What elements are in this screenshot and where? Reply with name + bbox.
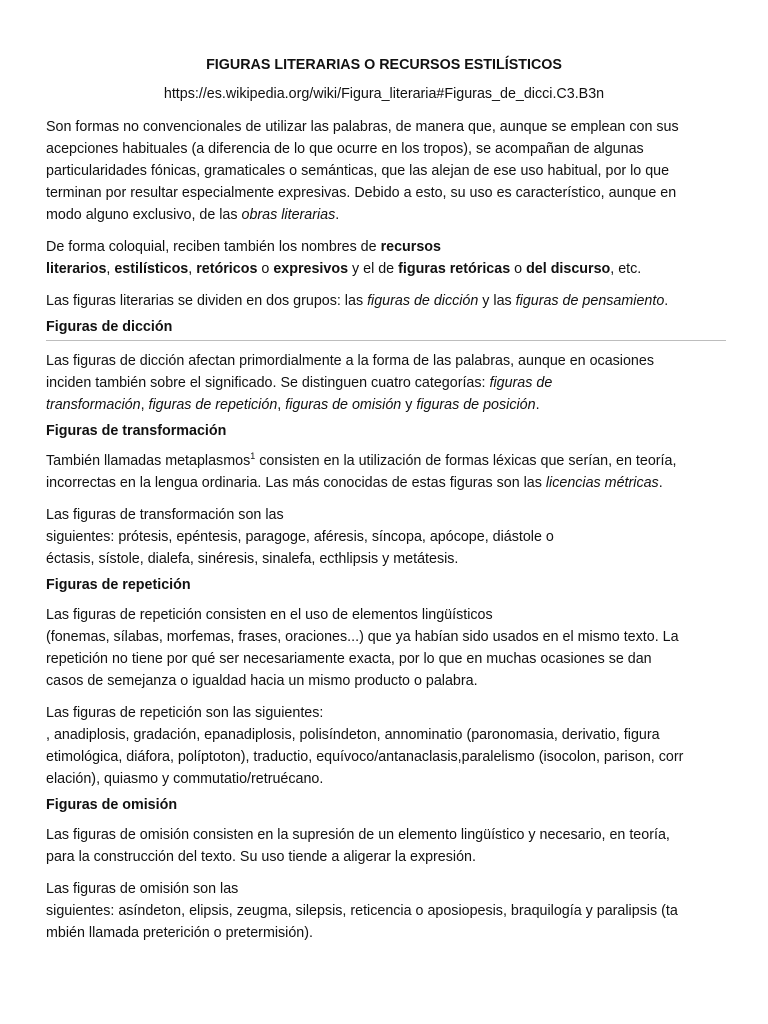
omision-paragraph-2 <box>46 878 726 944</box>
repeticion-paragraph-1 <box>46 604 726 692</box>
strong: figuras retóricas <box>398 261 511 277</box>
text: , <box>188 261 197 277</box>
strong: expresivos <box>273 261 349 277</box>
text: inciden también sobre el significado. Se distinguen cuatro categorías: <box>46 375 490 391</box>
section-heading-omision: Figuras de omisión <box>46 797 178 813</box>
document-body <box>46 116 726 954</box>
text: consisten en la utilización de formas léxicas que serían, en teoría, <box>255 453 677 469</box>
text: repetición no tiene por qué ser necesariamente exacta, por lo que en muchas ocasiones se dan <box>46 651 652 667</box>
text: etimológica, diáfora, políptoton), traductio, equívoco/antanaclasis,paralelismo (isocolon, parison, corr <box>46 749 684 765</box>
text: . <box>658 475 663 491</box>
text: modo alguno exclusivo, de las <box>46 207 242 223</box>
text: También llamadas metaplasmos <box>46 453 251 469</box>
strong: recursos <box>380 239 441 255</box>
strong: del discurso <box>526 261 611 277</box>
intro-paragraph-1 <box>46 116 726 226</box>
text: o <box>510 261 527 277</box>
emphasis: transformación <box>46 397 141 413</box>
text: éctasis, sístole, dialefa, sinéresis, sinalefa, ecthlipsis y metátesis. <box>46 551 459 567</box>
text: , <box>277 397 286 413</box>
text: mbién llamada preterición o pretermisión). <box>46 925 313 941</box>
page-title: FIGURAS LITERARIAS O RECURSOS ESTILÍSTICOS <box>206 57 562 73</box>
text: . <box>664 293 669 309</box>
section-heading-repeticion: Figuras de repetición <box>46 577 191 593</box>
text: Las figuras de dicción afectan primordialmente a la forma de las palabras, aunque en ocasiones <box>46 353 654 369</box>
text: (fonemas, sílabas, morfemas, frases, oraciones...) que ya habían sido usados en el mismo texto. La <box>46 629 679 645</box>
text: siguientes: asíndeton, elipsis, zeugma, silepsis, reticencia o aposiopesis, braquilogía y paralipsis (ta <box>46 903 678 919</box>
strong: estilísticos <box>114 261 189 277</box>
emphasis: figuras de <box>489 375 553 391</box>
text: para la construcción del texto. Su uso tiende a aligerar la expresión. <box>46 849 476 865</box>
text: Las figuras de repetición consisten en el uso de elementos lingüísticos <box>46 607 493 623</box>
section-heading-transformacion: Figuras de transformación <box>46 423 227 439</box>
text: y <box>401 397 417 413</box>
text: , anadiplosis, gradación, epanadiplosis, polisíndeton, annominatio (paronomasia, derivatio, figura <box>46 727 660 743</box>
emphasis: figuras de posición <box>416 397 536 413</box>
emphasis: obras literarias <box>241 207 336 223</box>
text: incorrectas en la lengua ordinaria. Las más conocidas de estas figuras son las <box>46 475 546 491</box>
text: Las figuras de repetición son las siguientes: <box>46 705 324 721</box>
text: terminan por resultar especialmente expresivas. Debido a esto, su uso es característico, aunque en <box>46 185 677 201</box>
strong: retóricos <box>196 261 258 277</box>
footnote-marker: 1 <box>250 451 256 462</box>
text: y el de <box>348 261 399 277</box>
strong: literarios <box>46 261 107 277</box>
emphasis: figuras de repetición <box>148 397 278 413</box>
text: Las figuras de omisión son las <box>46 881 239 897</box>
repeticion-paragraph-2 <box>46 702 726 790</box>
text: , etc. <box>610 261 642 277</box>
text: , <box>106 261 115 277</box>
emphasis: figuras de pensamiento <box>515 293 665 309</box>
text: . <box>535 397 540 413</box>
text: acepciones habituales (a diferencia de lo que ocurre en los tropos), se acompañan de algunas <box>46 141 644 157</box>
text: y las <box>478 293 516 309</box>
text: siguientes: prótesis, epéntesis, paragoge, aféresis, síncopa, apócope, diástole o <box>46 529 554 545</box>
text: Las figuras de omisión consisten en la supresión de un elemento lingüístico y necesario, en teoría, <box>46 827 670 843</box>
text: . <box>335 207 340 223</box>
text: Las figuras de transformación son las <box>46 507 284 523</box>
text: De forma coloquial, reciben también los nombres de <box>46 239 381 255</box>
transformacion-paragraph-2 <box>46 504 726 570</box>
text: elación), quiasmo y commutatio/retruécano. <box>46 771 324 787</box>
text: Las figuras literarias se dividen en dos grupos: las <box>46 293 368 309</box>
text: , <box>140 397 149 413</box>
emphasis: figuras de omisión <box>285 397 402 413</box>
text: Son formas no convencionales de utilizar las palabras, de manera que, aunque se emplean con sus <box>46 119 679 135</box>
source-url: https://es.wikipedia.org/wiki/Figura_literaria#Figuras_de_dicci.C3.B3n <box>163 86 605 102</box>
diccion-paragraph <box>46 350 726 416</box>
emphasis: figuras de dicción <box>367 293 479 309</box>
text: casos de semejanza o igualdad hacia un mismo producto o palabra. <box>46 673 478 689</box>
omision-paragraph-1 <box>46 824 726 868</box>
intro-paragraph-2 <box>46 236 726 280</box>
transformacion-paragraph-1 <box>46 450 726 494</box>
section-heading-diccion: Figuras de dicción <box>46 316 726 341</box>
text: o <box>257 261 274 277</box>
text: particularidades fónicas, gramaticales o semánticas, que las alejan de ese uso habitual, por lo que <box>46 163 670 179</box>
intro-paragraph-3 <box>46 290 726 312</box>
emphasis: licencias métricas <box>545 475 659 491</box>
